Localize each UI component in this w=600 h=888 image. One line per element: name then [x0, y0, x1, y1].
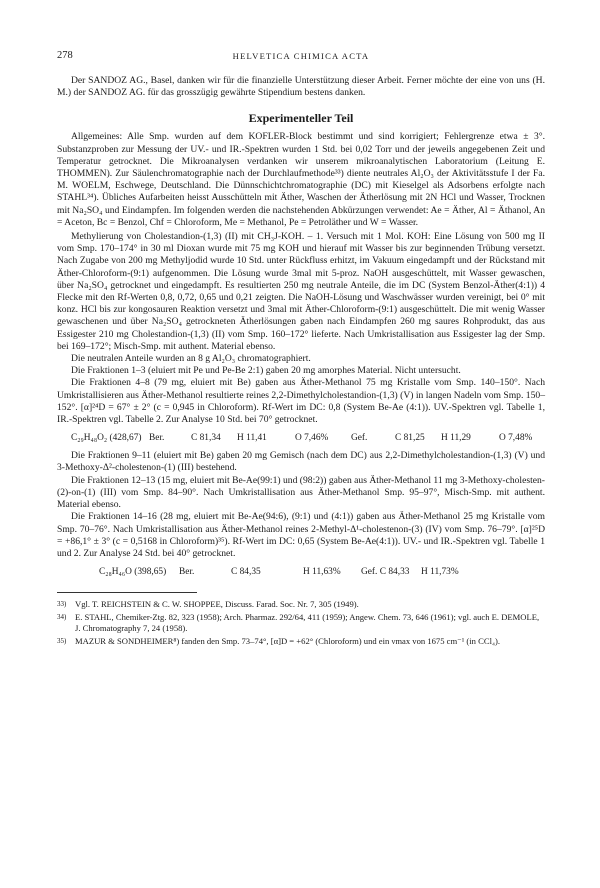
- methylation-paragraph: Methylierung von Cholestandion-(1,3) (II) mit CH₃J-KOH. – 1. Versuch mit 1 Mol. KOH: Eine Lösung von 500 mg II vom Smp. 170–174° in 30 ml Dioxan wurde mit 75 mg KOH und hierauf mit Wasser bis zur beginnenden Trübung versetzt. Nach Zugabe von 200 mg Methyljodid wurde 10 Std. unter Rückfluss erhitzt, im Vakuum eingedampft und der Rückstand mit Äther-Chloroform-(9:1) aufgenommen. Die Lösung wurde 3mal mit 5-proz. NaOH ausgeschüttelt, mit Wasser gewaschen, über Na₂SO₄ getrocknet und eingedampft. Es resultierten 250 mg neutrale Anteile, die im DC (System Benzol-Äther(4:1)) 4 Flecke mit den Rf-Werten 0,8, 0,72, 0,65 und 0,21 zeigten. Die NaOH-Lösung und Waschwässer wurden vereinigt, bei 0° mit konz. HCl bis zur kongosauren Reaktion versetzt und 3mal mit Äther-Chloroform-(9:1) ausgeschüttelt. Die mit wenig Wasser gewaschenen und über Na₂SO₄ getrockneten Ätherlösungen gaben nach Eindampfen 260 mg saures Rohprodukt, das aus Essigester 210 mg Cholestandion-(1,3) (II) vom Smp. 160–172° lieferte. Nach Umkristallisation aus Essigester lag der Smp. bei 169–172°; Misch-Smp. mit authent. Material ebenso.: [57, 231, 545, 352]
- running-header: [57, 50, 545, 66]
- analysis-gef-label-c: [361, 566, 421, 578]
- analysis-gef-label: Gef.: [361, 567, 378, 578]
- section-title: Experimenteller Teil: [248, 111, 354, 126]
- analysis-gef-o: O 7,48%: [499, 433, 533, 444]
- paper-page: [57, 50, 545, 647]
- analysis-gef-label: Gef.: [351, 433, 368, 444]
- fractions-4-8-paragraph: Die Fraktionen 4–8 (79 mg, eluiert mit Be) gaben aus Äther-Methanol 75 mg Kristalle vom Smp. 140–150°. Nach Umkristallisieren aus Äther-Methanol resultierte reines 2,2-Dimethylcholestandion-(1,3) (V) in langen Nadeln vom Smp. 150–152°. [α]²⁴D = 67° ± 2° (c = 0,945 in Chloroform). Rf-Wert im DC: 0,8 (System Be-Ae (4:1)). UV.-Spektren vgl. Tabelle 1, IR.-Spektren vgl. Tabelle 2. Zur Analyse 10 Std. bei 70° getrocknet.: [57, 377, 545, 426]
- analysis-gef-c: C 81,25: [395, 433, 425, 444]
- analysis-ber-o: O 7,46%: [295, 433, 329, 444]
- elemental-analysis-1: [57, 432, 545, 444]
- analysis-ber-c: C 81,34: [191, 433, 221, 444]
- footnote-text: E. STAHL, Chemiker-Ztg. 82, 323 (1958); Arch. Pharmaz. 292/64, 411 (1959); Angew. Chem. 73, 646 (1961); vgl. auch E. DEMOLE, J. Chromatography 7, 24 (1958).: [75, 612, 540, 634]
- chromatography-paragraph: Die neutralen Anteile wurden an 8 g Al₂O₃ chromatographiert.: [71, 353, 311, 365]
- footnote-mark: 35): [57, 637, 67, 646]
- analysis-ber-label: Ber.: [149, 433, 165, 444]
- analysis-ber-h: H 11,41: [237, 433, 267, 444]
- fractions-12-13-paragraph: Die Fraktionen 12–13 (15 mg, eluiert mit Be-Ae(99:1) und (98:2)) gaben aus Äther-Methanol 11 mg 3-Methoxy-cholesten-(2)-on-(1) (III) vom Smp. 84–90°. Nach Umkristallisation aus Äther-Methanol Smp. 95–97°, Misch-Smp. mit authent. Material ebenso.: [57, 474, 545, 511]
- footnote-34: [57, 612, 545, 634]
- analysis-gef-h: H 11,29: [441, 433, 471, 444]
- analysis-gef-c: C 84,33: [379, 567, 410, 578]
- footnote-text: Vgl. T. REICHSTEIN & C. W. SHOPPEE, Discuss. Farad. Soc. Nr. 7, 305 (1949).: [75, 599, 359, 610]
- analysis-gef-h: H 11,73%: [421, 567, 459, 578]
- page-number: 278: [57, 50, 73, 61]
- footnote-mark: 33): [57, 600, 67, 609]
- analysis-formula: C₂₉H₄₈O₂ (428,67): [71, 433, 142, 444]
- elemental-analysis-2: [57, 566, 545, 578]
- fractions-9-11-paragraph: Die Fraktionen 9–11 (eluiert mit Be) gaben 20 mg Gemisch (nach dem DC) aus 2,2-Dimethylcholestandion-(1,3) (V) und 3-Methoxy-Δ²-cholestenon-(1) (III) bestehend.: [57, 450, 545, 474]
- footnote-mark: 34): [57, 613, 67, 622]
- footnote-divider: [57, 592, 197, 593]
- acknowledgement-paragraph: Der SANDOZ AG., Basel, danken wir für die finanzielle Unterstützung dieser Arbeit. Ferner möchte der eine von uns (H. M.) der SANDOZ AG. für das grosszügig gewährte Stipendium bestens danken.: [57, 75, 545, 99]
- analysis-formula: C₂₈H₄₆O (398,65): [99, 567, 167, 578]
- journal-title: HELVETICA CHIMICA ACTA: [232, 51, 370, 61]
- footnote-text: MAZUR & SONDHEIMER⁸) fanden den Smp. 73–74°, [α]D = +62° (Chloroform) und ein νmax von 1675 cm⁻¹ (in CCl₄).: [75, 636, 500, 647]
- footnote-35: [57, 636, 545, 647]
- analysis-ber-label: Ber.: [179, 567, 195, 578]
- fractions-14-16-paragraph: Die Fraktionen 14–16 (28 mg, eluiert mit Be-Ae(94:6), (9:1) und (4:1)) gaben aus Äther-Methanol 25 mg Kristalle vom Smp. 70–76°. Nach Umkristallisation aus Äther-Methanol reines 2-Methyl-Δ¹-cholestenon-(3) (IV) vom Smp. 76–79°. [α]²⁵D = +86,1° ± 3° (c = 0,5168 in Chloroform)³⁵). Rf-Wert im DC: 0,65 (System Be-Ae(4:1)). UV.- und IR.-Spektren vgl. Tabelle 1 und 2. Zur Analyse 24 Std. bei 40° getrocknet.: [57, 511, 545, 559]
- analysis-ber-c: C 84,35: [231, 567, 261, 578]
- general-methods-paragraph: Allgemeines: Alle Smp. wurden auf dem KOFLER-Block bestimmt und sind korrigiert; Fehlergrenze etwa ± 3°. Substanzproben zur Messung der UV.- und IR.-Spektren wurden 1 Std. bei 0,02 Torr und der jeweils angegebenen Zeit und Temperatur getrocknet. Die Mikroanalysen verdanken wir unserem mikroanalytischen Laboratorium (Leitung E. THOMMEN). Zur Säulenchromatographie nach der Durchlaufmethode³³) diente neutrales Al₂O₃ der Aktivitätsstufe I der Fa. M. WOELM, Eschwege, Deutschland. Die Dünnschichtchromatographie (DC) mit Kieselgel als Adsorbens erfolgte nach STAHL³⁴). Übliches Aufarbeiten heisst Ausschütteln mit Äther, Waschen der Ätherlösung mit 2N HCl und Wasser, Trocknen mit Na₂SO₄ und Eindampfen. Im folgenden werden die nachstehenden Abkürzungen verwendet: Ae = Äther, Al = Äthanol, An = Aceton, Bc = Benzol, Chf = Chloroform, Me = Methanol, Pe = Petroläther und W = Wasser.: [57, 131, 545, 228]
- footnote-33: [57, 599, 545, 610]
- analysis-ber-h: H 11,63%: [303, 567, 341, 578]
- fractions-1-3-paragraph: Die Fraktionen 1–3 (eluiert mit Pe und Pe-Be 2:1) gaben 20 mg amorphes Material. Nicht untersucht.: [71, 365, 461, 377]
